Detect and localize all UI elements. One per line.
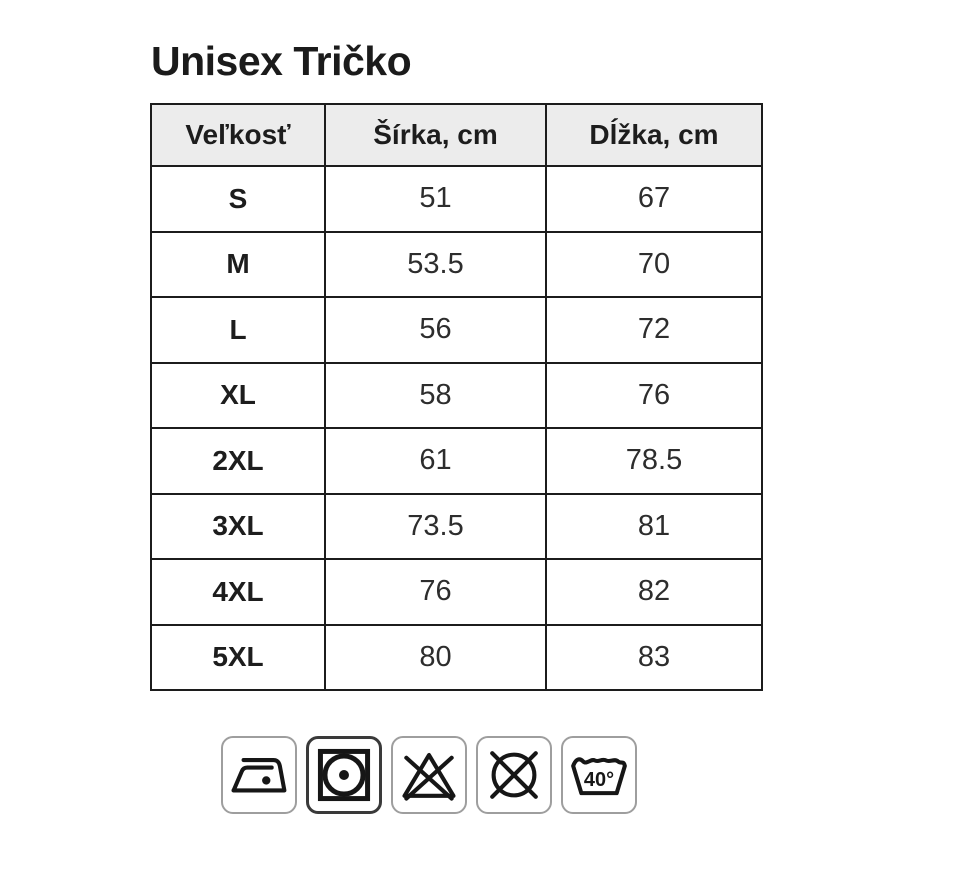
table-row	[151, 363, 762, 429]
care-icons-row	[221, 736, 637, 814]
length-value: 76	[546, 363, 762, 429]
width-value: 61	[325, 428, 546, 494]
wash-temp-label: 40°	[583, 768, 615, 791]
size-label: 4XL	[151, 559, 325, 625]
wash-40-icon	[561, 736, 637, 814]
length-value: 72	[546, 297, 762, 363]
length-value: 67	[546, 166, 762, 232]
size-label: 5XL	[151, 625, 325, 691]
table-row	[151, 494, 762, 560]
length-value: 81	[546, 494, 762, 560]
width-value: 58	[325, 363, 546, 429]
length-value: 83	[546, 625, 762, 691]
table-row	[151, 625, 762, 691]
table-row	[151, 297, 762, 363]
size-table	[150, 103, 763, 691]
table-row	[151, 559, 762, 625]
do-not-bleach-icon	[391, 736, 467, 814]
width-value: 51	[325, 166, 546, 232]
width-value: 56	[325, 297, 546, 363]
header-size: Veľkosť	[151, 104, 325, 166]
width-value: 73.5	[325, 494, 546, 560]
table-row	[151, 232, 762, 298]
size-table-header-row	[151, 104, 762, 166]
width-value: 80	[325, 625, 546, 691]
size-label: 3XL	[151, 494, 325, 560]
page-title: Unisex Tričko	[151, 38, 412, 84]
size-label: 2XL	[151, 428, 325, 494]
table-row	[151, 166, 762, 232]
iron-low-icon	[221, 736, 297, 814]
width-value: 76	[325, 559, 546, 625]
size-label: S	[151, 166, 325, 232]
header-length: Dĺžka, cm	[546, 104, 762, 166]
length-value: 70	[546, 232, 762, 298]
length-value: 82	[546, 559, 762, 625]
size-label: M	[151, 232, 325, 298]
length-value: 78.5	[546, 428, 762, 494]
width-value: 53.5	[325, 232, 546, 298]
header-width: Šírka, cm	[325, 104, 546, 166]
tumble-dry-icon	[306, 736, 382, 814]
size-label: XL	[151, 363, 325, 429]
do-not-dry-clean-icon	[476, 736, 552, 814]
size-label: L	[151, 297, 325, 363]
table-row	[151, 428, 762, 494]
